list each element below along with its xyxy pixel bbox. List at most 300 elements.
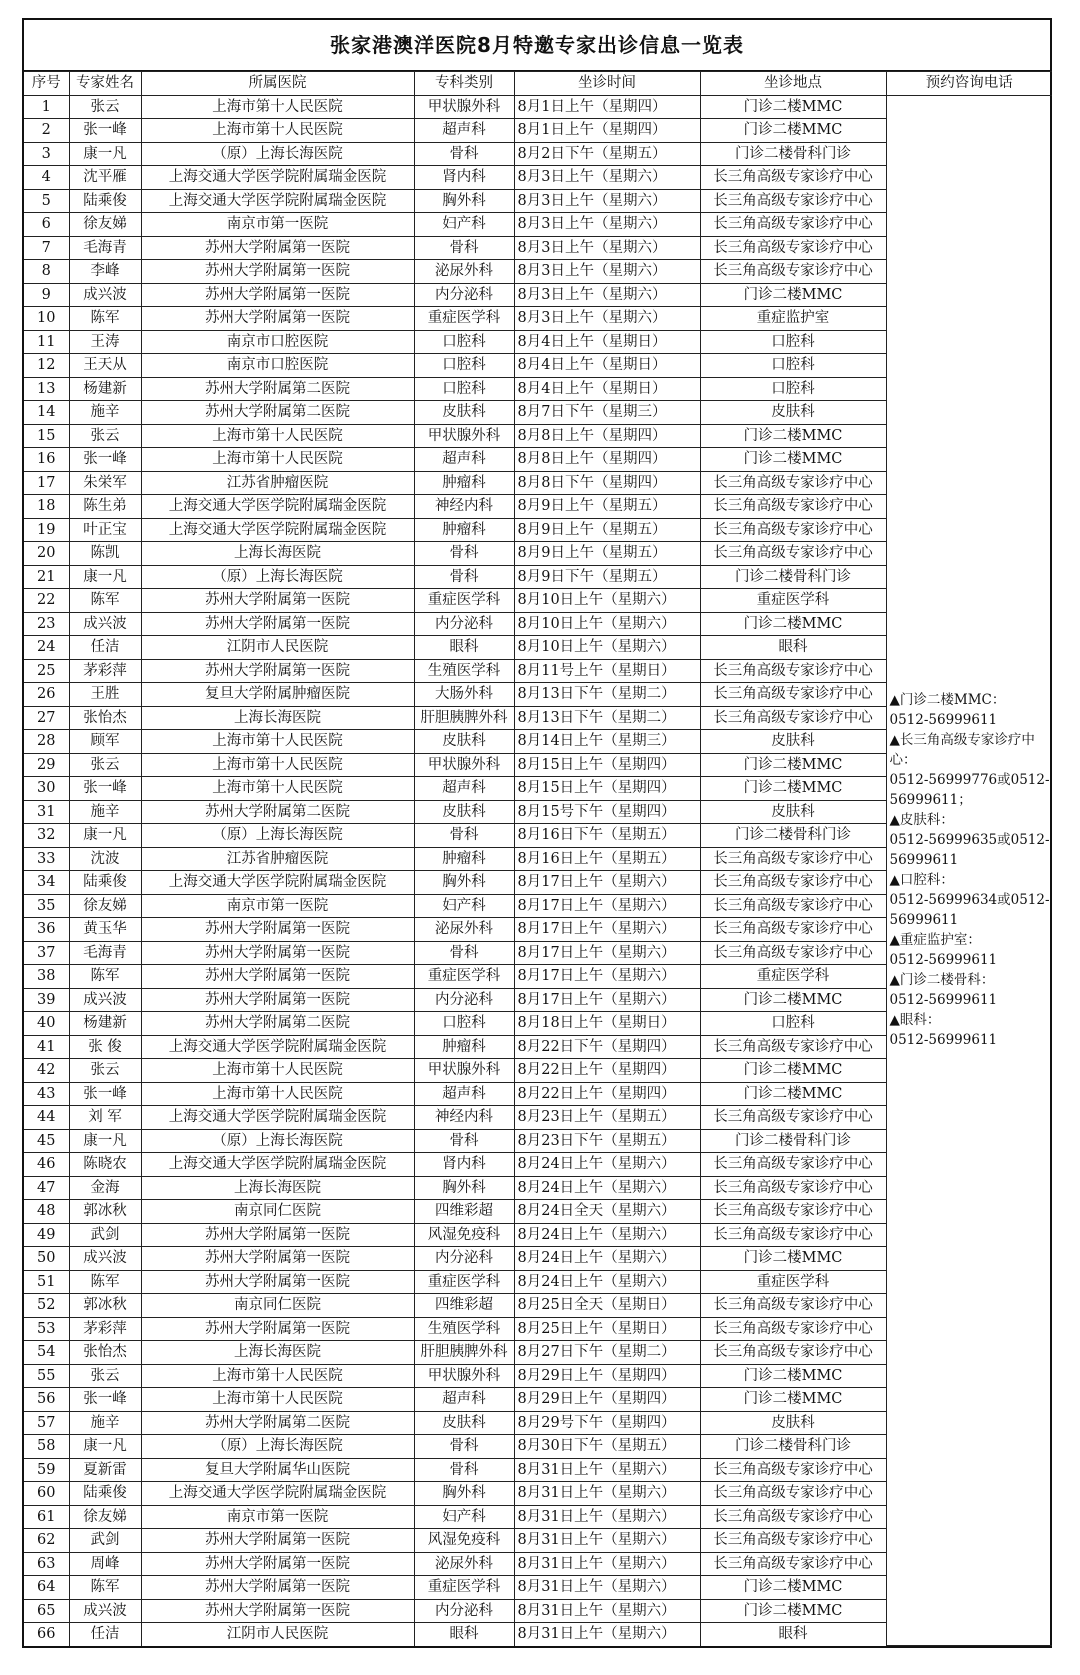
- expert-name: 张一峰: [69, 448, 141, 472]
- row-index: 1: [24, 95, 69, 119]
- visit-location: 长三角高级专家诊疗中心: [700, 518, 886, 542]
- visit-location: 口腔科: [700, 330, 886, 354]
- visit-location: 长三角高级专家诊疗中心: [700, 1223, 886, 1247]
- row-index: 23: [24, 612, 69, 636]
- expert-name: 陈军: [69, 589, 141, 613]
- row-index: 57: [24, 1411, 69, 1435]
- expert-name: 陆乘俊: [69, 1482, 141, 1506]
- expert-name: 沈平雁: [69, 166, 141, 190]
- visit-time: 8月10日上午（星期六）: [514, 589, 700, 613]
- hospital: 南京同仁医院: [141, 1294, 414, 1318]
- visit-time: 8月24日全天（星期六）: [514, 1200, 700, 1224]
- hospital: 苏州大学附属第一医院: [141, 988, 414, 1012]
- row-index: 63: [24, 1552, 69, 1576]
- expert-name: 毛海青: [69, 236, 141, 260]
- specialty: 肿瘤科: [414, 1035, 514, 1059]
- specialty: 眼科: [414, 1623, 514, 1646]
- visit-location: 重症医学科: [700, 1270, 886, 1294]
- expert-name: 陈军: [69, 1270, 141, 1294]
- hospital: 上海市第十人民医院: [141, 777, 414, 801]
- row-index: 14: [24, 401, 69, 425]
- booking-phone-info: [886, 95, 1052, 1646]
- hospital: 苏州大学附属第一医院: [141, 659, 414, 683]
- visit-location: 长三角高级专家诊疗中心: [700, 1529, 886, 1553]
- visit-time: 8月18日上午（星期日）: [514, 1012, 700, 1036]
- header-expert-name: 专家姓名: [69, 72, 141, 96]
- row-index: 17: [24, 471, 69, 495]
- specialty: 超声科: [414, 1082, 514, 1106]
- visit-location: 门诊二楼MMC: [700, 753, 886, 777]
- phone-line: 0512-56999611: [889, 712, 998, 729]
- visit-time: 8月11号上午（星期日）: [514, 659, 700, 683]
- hospital: 南京市第一医院: [141, 213, 414, 237]
- row-index: 55: [24, 1364, 69, 1388]
- row-index: 19: [24, 518, 69, 542]
- specialty: 妇产科: [414, 1505, 514, 1529]
- visit-location: 门诊二楼MMC: [700, 988, 886, 1012]
- hospital: 上海交通大学医学院附属瑞金医院: [141, 518, 414, 542]
- header-specialty: 专科类别: [414, 72, 514, 96]
- row-index: 39: [24, 988, 69, 1012]
- specialty: 肝胆胰脾外科: [414, 1341, 514, 1365]
- visit-location: 门诊二楼MMC: [700, 1247, 886, 1271]
- visit-time: 8月14日上午（星期三）: [514, 730, 700, 754]
- row-index: 42: [24, 1059, 69, 1083]
- visit-location: 门诊二楼骨科门诊: [700, 824, 886, 848]
- row-index: 48: [24, 1200, 69, 1224]
- specialty: 甲状腺外科: [414, 1364, 514, 1388]
- row-index: 2: [24, 119, 69, 143]
- hospital: 苏州大学附属第一医院: [141, 1552, 414, 1576]
- row-index: 9: [24, 283, 69, 307]
- visit-time: 8月4日上午（星期日）: [514, 377, 700, 401]
- expert-name: 张怡杰: [69, 1341, 141, 1365]
- specialty: 泌尿外科: [414, 1552, 514, 1576]
- visit-time: 8月25日全天（星期日）: [514, 1294, 700, 1318]
- phone-line: 0512-56999611: [889, 952, 998, 969]
- header-time: 坐诊时间: [514, 72, 700, 96]
- hospital: （原）上海长海医院: [141, 565, 414, 589]
- specialty: 骨科: [414, 824, 514, 848]
- specialty: 肾内科: [414, 1153, 514, 1177]
- visit-time: 8月15日上午（星期四）: [514, 777, 700, 801]
- specialty: 口腔科: [414, 330, 514, 354]
- specialty: 胸外科: [414, 189, 514, 213]
- row-index: 60: [24, 1482, 69, 1506]
- hospital: 上海市第十人民医院: [141, 95, 414, 119]
- specialty: 甲状腺外科: [414, 753, 514, 777]
- expert-name: 刘 军: [69, 1106, 141, 1130]
- hospital: 上海交通大学医学院附属瑞金医院: [141, 1106, 414, 1130]
- row-index: 30: [24, 777, 69, 801]
- visit-location: 门诊二楼MMC: [700, 1599, 886, 1623]
- specialty: 重症医学科: [414, 307, 514, 331]
- visit-time: 8月3日上午（星期六）: [514, 236, 700, 260]
- visit-location: 长三角高级专家诊疗中心: [700, 659, 886, 683]
- visit-time: 8月29日上午（星期四）: [514, 1388, 700, 1412]
- hospital: 苏州大学附属第一医院: [141, 1576, 414, 1600]
- visit-time: 8月3日上午（星期六）: [514, 213, 700, 237]
- visit-time: 8月24日上午（星期六）: [514, 1223, 700, 1247]
- specialty: 风湿免疫科: [414, 1223, 514, 1247]
- row-index: 6: [24, 213, 69, 237]
- visit-time: 8月4日上午（星期日）: [514, 354, 700, 378]
- row-index: 8: [24, 260, 69, 284]
- specialty: 骨科: [414, 941, 514, 965]
- row-index: 37: [24, 941, 69, 965]
- hospital: 南京市第一医院: [141, 894, 414, 918]
- hospital: 上海市第十人民医院: [141, 119, 414, 143]
- expert-name: 张怡杰: [69, 706, 141, 730]
- specialty: 皮肤科: [414, 800, 514, 824]
- visit-time: 8月25日上午（星期日）: [514, 1317, 700, 1341]
- visit-location: 门诊二楼MMC: [700, 424, 886, 448]
- hospital: 上海交通大学医学院附属瑞金医院: [141, 166, 414, 190]
- phone-line: 0512-56999634或0512-56999611: [889, 892, 1050, 929]
- hospital: （原）上海长海医院: [141, 1435, 414, 1459]
- visit-time: 8月16日下午（星期五）: [514, 824, 700, 848]
- expert-name: 王胜: [69, 683, 141, 707]
- hospital: 上海交通大学医学院附属瑞金医院: [141, 871, 414, 895]
- specialty: 口腔科: [414, 377, 514, 401]
- visit-time: 8月17日上午（星期六）: [514, 871, 700, 895]
- visit-location: 长三角高级专家诊疗中心: [700, 189, 886, 213]
- specialty: 肿瘤科: [414, 518, 514, 542]
- specialty: 骨科: [414, 142, 514, 166]
- visit-location: 长三角高级专家诊疗中心: [700, 1153, 886, 1177]
- specialty: 眼科: [414, 636, 514, 660]
- specialty: 口腔科: [414, 354, 514, 378]
- visit-location: 长三角高级专家诊疗中心: [700, 236, 886, 260]
- row-index: 35: [24, 894, 69, 918]
- expert-name: 康一凡: [69, 824, 141, 848]
- visit-location: 长三角高级专家诊疗中心: [700, 1106, 886, 1130]
- header-hospital: 所属医院: [141, 72, 414, 96]
- expert-name: 茅彩萍: [69, 1317, 141, 1341]
- visit-location: 门诊二楼MMC: [700, 1364, 886, 1388]
- hospital: 上海交通大学医学院附属瑞金医院: [141, 495, 414, 519]
- specialty: 泌尿外科: [414, 260, 514, 284]
- visit-location: 门诊二楼MMC: [700, 283, 886, 307]
- phone-line: ▲长三角高级专家诊疗中心：: [889, 732, 1035, 769]
- visit-location: 长三角高级专家诊疗中心: [700, 871, 886, 895]
- hospital: 上海交通大学医学院附属瑞金医院: [141, 1035, 414, 1059]
- visit-time: 8月3日上午（星期六）: [514, 260, 700, 284]
- specialty: 超声科: [414, 1388, 514, 1412]
- expert-name: 陈晓农: [69, 1153, 141, 1177]
- expert-name: 陆乘俊: [69, 871, 141, 895]
- visit-location: 长三角高级专家诊疗中心: [700, 495, 886, 519]
- visit-time: 8月22日上午（星期四）: [514, 1059, 700, 1083]
- visit-time: 8月31日上午（星期六）: [514, 1599, 700, 1623]
- visit-location: 眼科: [700, 1623, 886, 1646]
- specialty: 重症医学科: [414, 589, 514, 613]
- row-index: 32: [24, 824, 69, 848]
- expert-name: 施辛: [69, 1411, 141, 1435]
- table-row: [24, 95, 1052, 119]
- visit-location: 长三角高级专家诊疗中心: [700, 166, 886, 190]
- expert-name: 张一峰: [69, 1388, 141, 1412]
- row-index: 58: [24, 1435, 69, 1459]
- visit-time: 8月9日下午（星期五）: [514, 565, 700, 589]
- row-index: 22: [24, 589, 69, 613]
- hospital: 苏州大学附属第一医院: [141, 965, 414, 989]
- row-index: 51: [24, 1270, 69, 1294]
- specialty: 生殖医学科: [414, 1317, 514, 1341]
- expert-name: 陈军: [69, 965, 141, 989]
- expert-name: 顾军: [69, 730, 141, 754]
- expert-name: 康一凡: [69, 142, 141, 166]
- visit-time: 8月17日上午（星期六）: [514, 988, 700, 1012]
- visit-time: 8月31日上午（星期六）: [514, 1482, 700, 1506]
- specialty: 内分泌科: [414, 612, 514, 636]
- visit-location: 门诊二楼骨科门诊: [700, 1129, 886, 1153]
- hospital: 苏州大学附属第一医院: [141, 612, 414, 636]
- visit-location: 长三角高级专家诊疗中心: [700, 1482, 886, 1506]
- phone-line: ▲皮肤科：: [889, 812, 954, 829]
- row-index: 12: [24, 354, 69, 378]
- schedule-sheet: [22, 18, 1052, 1648]
- hospital: 南京市口腔医院: [141, 354, 414, 378]
- visit-time: 8月7日下午（星期三）: [514, 401, 700, 425]
- visit-location: 长三角高级专家诊疗中心: [700, 1176, 886, 1200]
- specialty: 肿瘤科: [414, 471, 514, 495]
- hospital: 南京同仁医院: [141, 1200, 414, 1224]
- visit-location: 长三角高级专家诊疗中心: [700, 471, 886, 495]
- expert-name: 陈军: [69, 307, 141, 331]
- phone-line: 0512-56999611: [889, 992, 998, 1009]
- visit-time: 8月31日上午（星期六）: [514, 1458, 700, 1482]
- expert-name: 李峰: [69, 260, 141, 284]
- schedule-body: [24, 95, 1052, 1646]
- visit-time: 8月13日下午（星期二）: [514, 706, 700, 730]
- visit-time: 8月17日上午（星期六）: [514, 941, 700, 965]
- expert-name: 张云: [69, 1364, 141, 1388]
- expert-name: 施辛: [69, 800, 141, 824]
- specialty: 肾内科: [414, 166, 514, 190]
- hospital: 苏州大学附属第二医院: [141, 1411, 414, 1435]
- expert-name: 茅彩萍: [69, 659, 141, 683]
- row-index: 62: [24, 1529, 69, 1553]
- visit-location: 皮肤科: [700, 730, 886, 754]
- visit-location: 长三角高级专家诊疗中心: [700, 683, 886, 707]
- schedule-table: [24, 71, 1052, 1646]
- visit-location: 重症医学科: [700, 965, 886, 989]
- phone-line: 0512-56999611: [889, 1032, 998, 1049]
- row-index: 38: [24, 965, 69, 989]
- visit-time: 8月31日上午（星期六）: [514, 1529, 700, 1553]
- visit-location: 长三角高级专家诊疗中心: [700, 706, 886, 730]
- expert-name: 张云: [69, 424, 141, 448]
- phone-line: ▲门诊二楼MMC：: [889, 692, 1006, 709]
- hospital: （原）上海长海医院: [141, 142, 414, 166]
- row-index: 7: [24, 236, 69, 260]
- hospital: 苏州大学附属第一医院: [141, 1223, 414, 1247]
- row-index: 24: [24, 636, 69, 660]
- hospital: 上海长海医院: [141, 1341, 414, 1365]
- hospital: 南京市口腔医院: [141, 330, 414, 354]
- specialty: 骨科: [414, 542, 514, 566]
- expert-name: 张云: [69, 95, 141, 119]
- visit-location: 皮肤科: [700, 1411, 886, 1435]
- hospital: 上海市第十人民医院: [141, 1059, 414, 1083]
- row-index: 56: [24, 1388, 69, 1412]
- specialty: 神经内科: [414, 495, 514, 519]
- visit-time: 8月3日上午（星期六）: [514, 189, 700, 213]
- expert-name: 杨建新: [69, 1012, 141, 1036]
- expert-name: 成兴波: [69, 283, 141, 307]
- expert-name: 张一峰: [69, 777, 141, 801]
- hospital: 上海市第十人民医院: [141, 730, 414, 754]
- row-index: 16: [24, 448, 69, 472]
- hospital: 上海市第十人民医院: [141, 1388, 414, 1412]
- hospital: 江阴市人民医院: [141, 636, 414, 660]
- expert-name: 周峰: [69, 1552, 141, 1576]
- specialty: 胸外科: [414, 1176, 514, 1200]
- phone-line: ▲门诊二楼骨科：: [889, 972, 995, 989]
- specialty: 神经内科: [414, 1106, 514, 1130]
- hospital: 上海长海医院: [141, 1176, 414, 1200]
- hospital: 复旦大学附属华山医院: [141, 1458, 414, 1482]
- specialty: 内分泌科: [414, 1247, 514, 1271]
- hospital: 江苏省肿瘤医院: [141, 471, 414, 495]
- visit-time: 8月27日下午（星期二）: [514, 1341, 700, 1365]
- specialty: 胸外科: [414, 1482, 514, 1506]
- expert-name: 成兴波: [69, 988, 141, 1012]
- visit-location: 门诊二楼MMC: [700, 448, 886, 472]
- specialty: 妇产科: [414, 894, 514, 918]
- expert-name: 黄玉华: [69, 918, 141, 942]
- hospital: 苏州大学附属第一医院: [141, 1270, 414, 1294]
- hospital: 苏州大学附属第二医院: [141, 377, 414, 401]
- specialty: 超声科: [414, 777, 514, 801]
- hospital: 苏州大学附属第二医院: [141, 800, 414, 824]
- visit-location: 长三角高级专家诊疗中心: [700, 1505, 886, 1529]
- specialty: 肿瘤科: [414, 847, 514, 871]
- hospital: （原）上海长海医院: [141, 1129, 414, 1153]
- hospital: 苏州大学附属第一医院: [141, 236, 414, 260]
- hospital: 苏州大学附属第二医院: [141, 1012, 414, 1036]
- expert-name: 康一凡: [69, 565, 141, 589]
- visit-time: 8月16日上午（星期五）: [514, 847, 700, 871]
- hospital: 上海市第十人民医院: [141, 448, 414, 472]
- visit-location: 门诊二楼骨科门诊: [700, 142, 886, 166]
- specialty: 甲状腺外科: [414, 1059, 514, 1083]
- hospital: 上海市第十人民医院: [141, 424, 414, 448]
- row-index: 11: [24, 330, 69, 354]
- row-index: 66: [24, 1623, 69, 1646]
- row-index: 28: [24, 730, 69, 754]
- phone-line: 0512-56999635或0512-56999611: [889, 832, 1050, 869]
- hospital: 上海市第十人民医院: [141, 1364, 414, 1388]
- specialty: 内分泌科: [414, 1599, 514, 1623]
- hospital: 江苏省肿瘤医院: [141, 847, 414, 871]
- specialty: 皮肤科: [414, 730, 514, 754]
- visit-location: 门诊二楼MMC: [700, 612, 886, 636]
- row-index: 21: [24, 565, 69, 589]
- specialty: 口腔科: [414, 1012, 514, 1036]
- visit-location: 长三角高级专家诊疗中心: [700, 260, 886, 284]
- visit-time: 8月9日上午（星期五）: [514, 518, 700, 542]
- visit-time: 8月1日上午（星期四）: [514, 95, 700, 119]
- row-index: 25: [24, 659, 69, 683]
- expert-name: 徐友娣: [69, 894, 141, 918]
- expert-name: 陈生弟: [69, 495, 141, 519]
- visit-location: 口腔科: [700, 354, 886, 378]
- visit-time: 8月9日上午（星期五）: [514, 542, 700, 566]
- specialty: 皮肤科: [414, 401, 514, 425]
- specialty: 超声科: [414, 119, 514, 143]
- visit-location: 皮肤科: [700, 401, 886, 425]
- visit-location: 门诊二楼MMC: [700, 1059, 886, 1083]
- visit-location: 重症医学科: [700, 589, 886, 613]
- phone-line: 0512-56999776或0512-56999611；: [889, 772, 1050, 809]
- hospital: 南京市第一医院: [141, 1505, 414, 1529]
- visit-time: 8月13日下午（星期二）: [514, 683, 700, 707]
- visit-time: 8月23日上午（星期五）: [514, 1106, 700, 1130]
- expert-name: 张一峰: [69, 1082, 141, 1106]
- visit-time: 8月15日上午（星期四）: [514, 753, 700, 777]
- row-index: 65: [24, 1599, 69, 1623]
- expert-name: 成兴波: [69, 1599, 141, 1623]
- hospital: 上海市第十人民医院: [141, 1082, 414, 1106]
- row-index: 26: [24, 683, 69, 707]
- expert-name: 成兴波: [69, 612, 141, 636]
- visit-time: 8月29号下午（星期四）: [514, 1411, 700, 1435]
- specialty: 超声科: [414, 448, 514, 472]
- row-index: 45: [24, 1129, 69, 1153]
- expert-name: 叶正宝: [69, 518, 141, 542]
- header-index: 序号: [24, 72, 69, 96]
- visit-time: 8月31日上午（星期六）: [514, 1576, 700, 1600]
- visit-location: 长三角高级专家诊疗中心: [700, 1317, 886, 1341]
- row-index: 18: [24, 495, 69, 519]
- expert-name: 王天从: [69, 354, 141, 378]
- expert-name: 杨建新: [69, 377, 141, 401]
- phone-line: ▲重症监护室：: [889, 932, 981, 949]
- visit-time: 8月17日上午（星期六）: [514, 965, 700, 989]
- expert-name: 武剑: [69, 1223, 141, 1247]
- visit-location: 长三角高级专家诊疗中心: [700, 542, 886, 566]
- row-index: 59: [24, 1458, 69, 1482]
- expert-name: 康一凡: [69, 1435, 141, 1459]
- visit-time: 8月31日上午（星期六）: [514, 1552, 700, 1576]
- specialty: 骨科: [414, 1435, 514, 1459]
- visit-time: 8月23日下午（星期五）: [514, 1129, 700, 1153]
- visit-location: 口腔科: [700, 1012, 886, 1036]
- expert-name: 陈凯: [69, 542, 141, 566]
- row-index: 27: [24, 706, 69, 730]
- page-title: 张家港澳洋医院8月特邀专家出诊信息一览表: [24, 20, 1050, 71]
- visit-location: 长三角高级专家诊疗中心: [700, 941, 886, 965]
- hospital: 上海交通大学医学院附属瑞金医院: [141, 189, 414, 213]
- visit-time: 8月24日上午（星期六）: [514, 1270, 700, 1294]
- visit-time: 8月31日上午（星期六）: [514, 1623, 700, 1646]
- visit-time: 8月3日上午（星期六）: [514, 307, 700, 331]
- row-index: 40: [24, 1012, 69, 1036]
- row-index: 43: [24, 1082, 69, 1106]
- row-index: 46: [24, 1153, 69, 1177]
- phone-line: ▲口腔科：: [889, 872, 954, 889]
- visit-location: 眼科: [700, 636, 886, 660]
- hospital: 苏州大学附属第一医院: [141, 307, 414, 331]
- specialty: 骨科: [414, 1129, 514, 1153]
- visit-location: 长三角高级专家诊疗中心: [700, 1200, 886, 1224]
- visit-time: 8月22日下午（星期四）: [514, 1035, 700, 1059]
- expert-name: 沈波: [69, 847, 141, 871]
- visit-time: 8月8日下午（星期四）: [514, 471, 700, 495]
- expert-name: 张云: [69, 753, 141, 777]
